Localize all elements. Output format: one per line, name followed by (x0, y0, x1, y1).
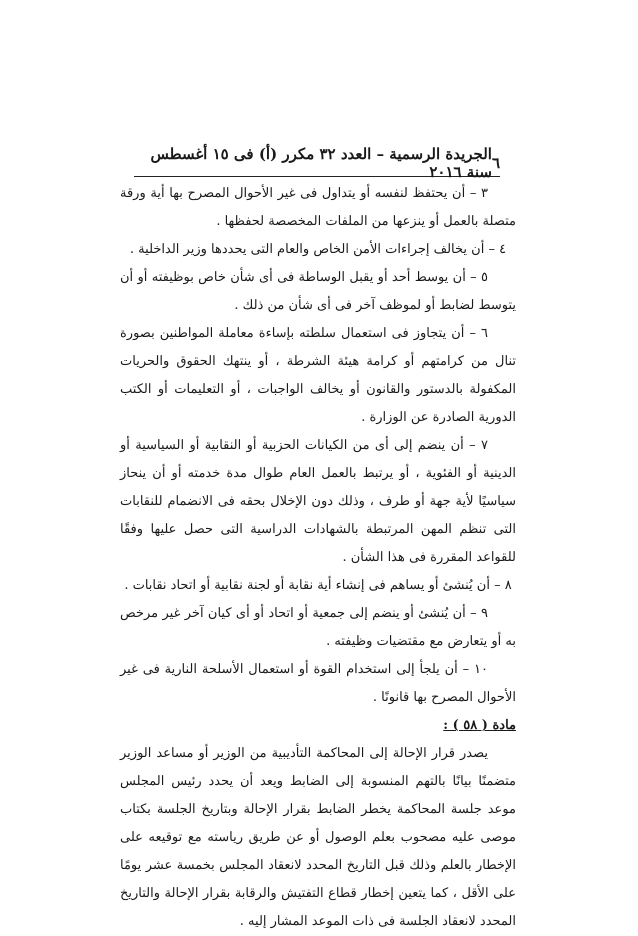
page-header (134, 145, 500, 181)
prohibition-item-9: ٩ – أن يُنشئ أو ينضم إلى جمعية أو اتحاد أو أى كيان آخر غير مرخص به أو يتعارض مع مقتضيات وظيفته . (120, 606, 516, 649)
article-body: يصدر قرار الإحالة إلى المحاكمة التأديبية من الوزير أو مساعد الوزير متضمنًا بيانًا بالتهم المنسوبة إلى الضابط ويعد أن يحدد رئيس المجلس موعد جلسة المحاكمة يخطر الضابط بقرار الإحالة وبتاريخ الجلسة بكتاب موصى عليه مصحوب بعلم الوصول أو عن طريق رياسته مع توقيعه على الإخطار بالعلم وذلك قبل التاريخ المحدد لانعقاد المجلس بخمسة عشر يومًا على الأقل ، كما يتعين إخطار قطاع التفتيش والرقابة بقرار الإحالة والتاريخ المحدد لانعقاد الجلسة فى ذات الموعد المشار إليه . (120, 746, 516, 929)
prohibition-item-4: ٤ – أن يخالف إجراءات الأمن الخاص والعام التى يحددها وزير الداخلية . (129, 242, 507, 257)
prohibition-item-10: ١٠ – أن يلجأ إلى استخدام القوة أو استعمال الأسلحة النارية فى غير الأحوال المصرح بها قانونًا . (120, 662, 516, 705)
page-number: ٦ (491, 154, 500, 172)
prohibition-item-8: ٨ – أن يُنشئ أو يساهم فى إنشاء أية نقابة أو لجنة نقابية أو اتحاد نقابات . (124, 578, 512, 593)
gazette-title: الجريدة الرسمية – العدد ٣٢ مكرر (أ) فى ١٥ أغسطس سنة ٢٠١٦ (150, 145, 492, 181)
page-body (120, 180, 516, 936)
prohibition-item-7: ٧ – أن ينضم إلى أى من الكيانات الحزبية أو النقابية أو السياسية أو الدينية أو الفئوية ، أو يرتبط بالعمل العام طوال مدة خدمته أو أن ينحاز سياسيًا لأية جهة أو طرف ، وذلك دون الإخلال بحقه فى الانضمام للنقابات التى تنظم المهن المرتبطة بالشهادات الدراسية التى حصل عليها وفقًا للقواعد المقررة فى هذا الشأن . (120, 438, 516, 565)
prohibition-item-5: ٥ – أن يوسط أحد أو يقبل الوساطة فى أى شأن خاص بوظيفته أو أن يتوسط لضابط أو لموظف آخر فى أى شأن من ذلك . (120, 270, 516, 313)
prohibition-item-3: ٣ – أن يحتفظ لنفسه أو يتداول فى غير الأحوال المصرح بها أية ورقة متصلة بالعمل أو ينزعها من الملفات المخصصة لحفظها . (120, 186, 516, 229)
prohibition-item-6: ٦ – أن يتجاوز فى استعمال سلطته بإساءة معاملة المواطنين بصورة تنال من كرامتهم أو كرامة هيئة الشرطة ، أو ينتهك الحقوق والحريات المكفولة بالدستور والقانون أو يخالف الواجبات ، أو التعليمات أو الكتب الدورية الصادرة عن الوزارة . (120, 326, 516, 425)
article-heading: مادة ( ٥٨ ) : (443, 718, 516, 733)
